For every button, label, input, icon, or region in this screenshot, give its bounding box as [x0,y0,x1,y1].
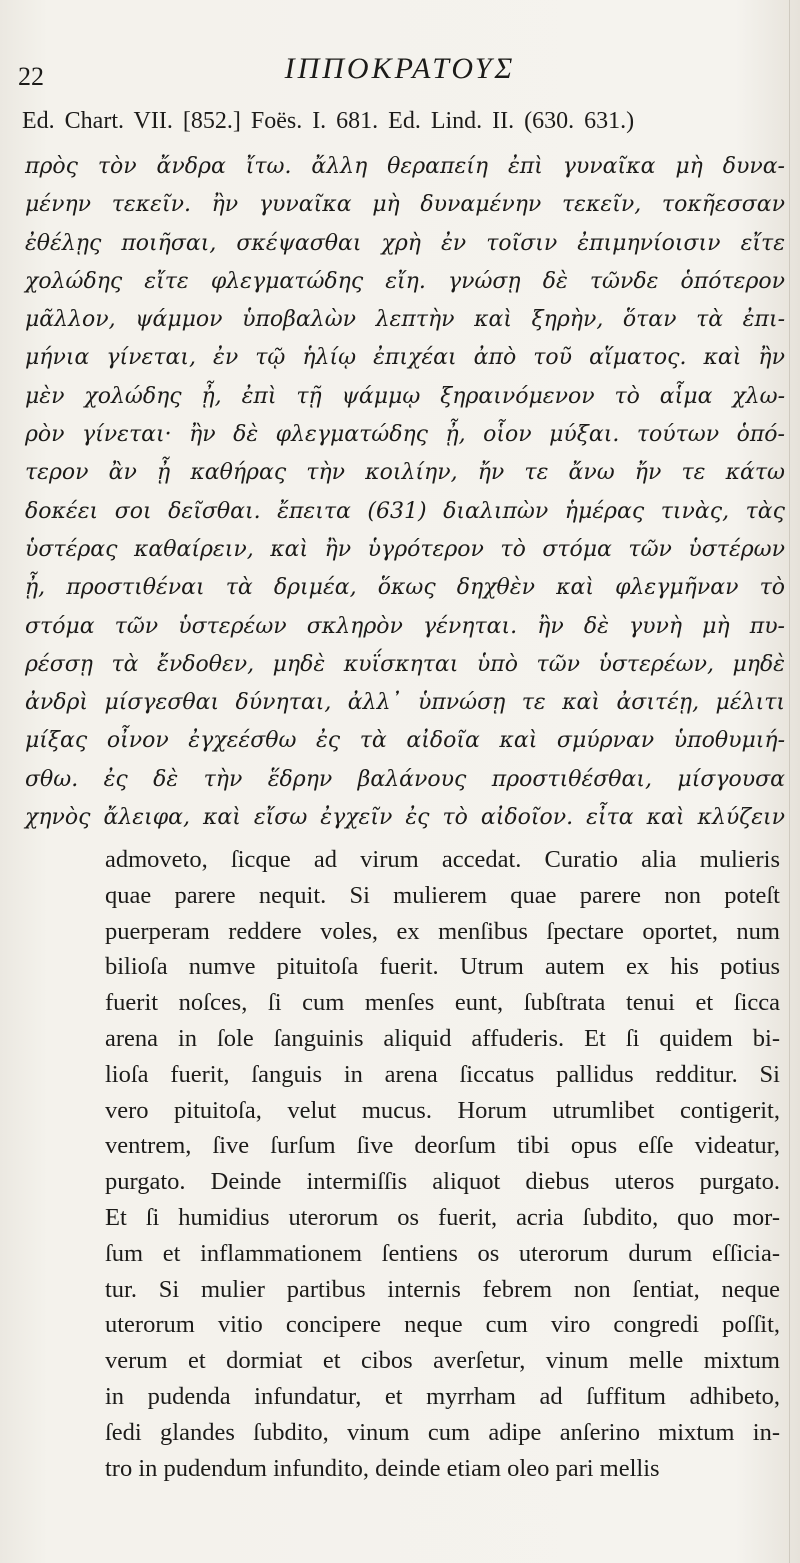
greek-line: μίξας οἶνον ἐγχεέσθω ἐς τὰ αἰδοῖα καὶ σμύρναν ὑποθυμιή- [25,728,785,754]
latin-line: quae parere nequit. Si mulierem quae parere non poteſt [105,881,780,909]
latin-line: tur. Si mulier partibus internis febrem non ſentiat, neque [105,1275,780,1303]
page-edge [789,0,790,1563]
latin-line: tro in pudendum infundito, deinde etiam oleo pari mellis [105,1454,660,1482]
latin-line: puerperam reddere voles, ex menſibus ſpectare oportet, num [105,917,780,945]
greek-line: τερον ἂν ᾖ καθήρας τὴν κοιλίην, ἤν τε ἄνω ἤν τε κάτω [25,460,785,486]
greek-text-block [25,148,785,837]
latin-line: purgato. Deinde intermiſſis aliquot diebus uteros purgato. [105,1168,780,1196]
greek-line: σθω. ἐς δὲ τὴν ἕδρην βαλάνους προστιθέσθαι, μίσγουσα [25,766,785,792]
running-title: ΙΠΠΟΚΡΑΤΟΥΣ [284,52,516,85]
latin-line: Et ſi humidius uterorum os fuerit, acria ſubdito, quo mor- [105,1203,780,1231]
greek-line: ᾖ, προστιθέναι τὰ δριμέα, ὅκως δηχθὲν καὶ φλεγμῆναν τὸ [25,575,785,601]
greek-line: χολώδης εἴτε φλεγματώδης εἴη. γνώσῃ δὲ τῶνδε ὁπότερον [25,268,785,294]
greek-line: μένην τεκεῖν. ἢν γυναῖκα μὴ δυναμένην τεκεῖν, τοκῆεσσαν [25,192,785,218]
latin-line: admoveto, ſicque ad virum accedat. Curatio alia mulieris [105,846,780,873]
greek-line: δοκέει σοι δεῖσθαι. ἔπειτα (631) διαλιπὼν ἡμέρας τινὰς, τὰς [25,498,785,524]
greek-line: μήνια γίνεται, ἐν τῷ ἡλίῳ ἐπιχέαι ἀπὸ τοῦ αἵματος. καὶ ἢν [25,345,785,371]
latin-line: lioſa fuerit, ſanguis in arena ſiccatus pallidus redditur. Si [105,1060,780,1088]
latin-line: ventrem, ſive ſurſum ſive deorſum tibi opus eſſe videatur, [105,1132,780,1160]
greek-line: ἀνδρὶ μίσγεσθαι δύνηται, ἀλλ᾽ ὑπνώσῃ τε καὶ ἀσιτέῃ, μέλιτι [25,690,785,716]
latin-line: uterorum vitio concipere neque cum viro congredi poſſit, [105,1311,780,1339]
greek-line: στόμα τῶν ὑστερέων σκληρὸν γένηται. ἢν δὲ γυνὴ μὴ πυ- [25,613,785,639]
latin-line: verum et dormiat et cibos averſetur, vinum melle mixtum [105,1347,780,1375]
page-number: 22 [18,62,44,91]
greek-line: πρὸς τὸν ἄνδρα ἴτω. ἄλλη θεραπείη ἐπὶ γυναῖκα μὴ δυνα- [25,154,785,179]
greek-line: ρὸν γίνεται· ἢν δὲ φλεγματώδης ᾖ, οἷον μύξαι. τούτων ὁπό- [25,422,785,448]
latin-line: fuerit noſces, ſi cum menſes eunt, ſubſtrata tenui et ſicca [105,989,780,1017]
latin-line: ſum et inflammationem ſentiens os uterorum durum eſſicia- [105,1239,780,1267]
greek-line: χηνὸς ἄλειφα, καὶ εἴσω ἐγχεῖν ἐς τὸ αἰδοῖον. εἶτα καὶ κλύζειν [25,805,785,831]
latin-text-block [105,842,780,1486]
edition-reference-line: Ed. Chart. VII. [852.] Foës. I. 681. Ed. Lind. II. (630. 631.) [22,108,635,134]
latin-line: vero pituitoſa, velut mucus. Horum utrumlibet contigerit, [105,1096,780,1124]
greek-line: ἐθέλῃς ποιῆσαι, σκέψασθαι χρὴ ἐν τοῖσιν ἐπιμηνίοισιν εἴτε [25,230,785,256]
latin-line: ſedi glandes ſubdito, vinum cum adipe anſerino mixtum in- [105,1418,780,1446]
greek-line: ὑστέρας καθαίρειν, καὶ ἢν ὑγρότερον τὸ στόμα τῶν ὑστέρων [25,536,785,562]
latin-line: arena in ſole ſanguinis aliquid affuderis. Et ſi quidem bi- [105,1024,780,1052]
greek-line: μᾶλλον, ψάμμον ὑποβαλὼν λεπτὴν καὶ ξηρὴν, ὅταν τὰ ἐπι- [25,307,785,333]
greek-line: ρέσσῃ τὰ ἔνδοθεν, μηδὲ κυΐσκηται ὑπὸ τῶν ὑστερέων, μηδὲ [25,651,785,677]
latin-line: bilioſa numve pituitoſa fuerit. Utrum autem ex his potius [105,953,780,981]
greek-line: μὲν χολώδης ᾖ, ἐπὶ τῇ ψάμμῳ ξηραινόμενον τὸ αἷμα χλω- [25,383,785,409]
latin-line: in pudenda infundatur, et myrrham ad ſuffitum adhibeto, [105,1382,780,1410]
